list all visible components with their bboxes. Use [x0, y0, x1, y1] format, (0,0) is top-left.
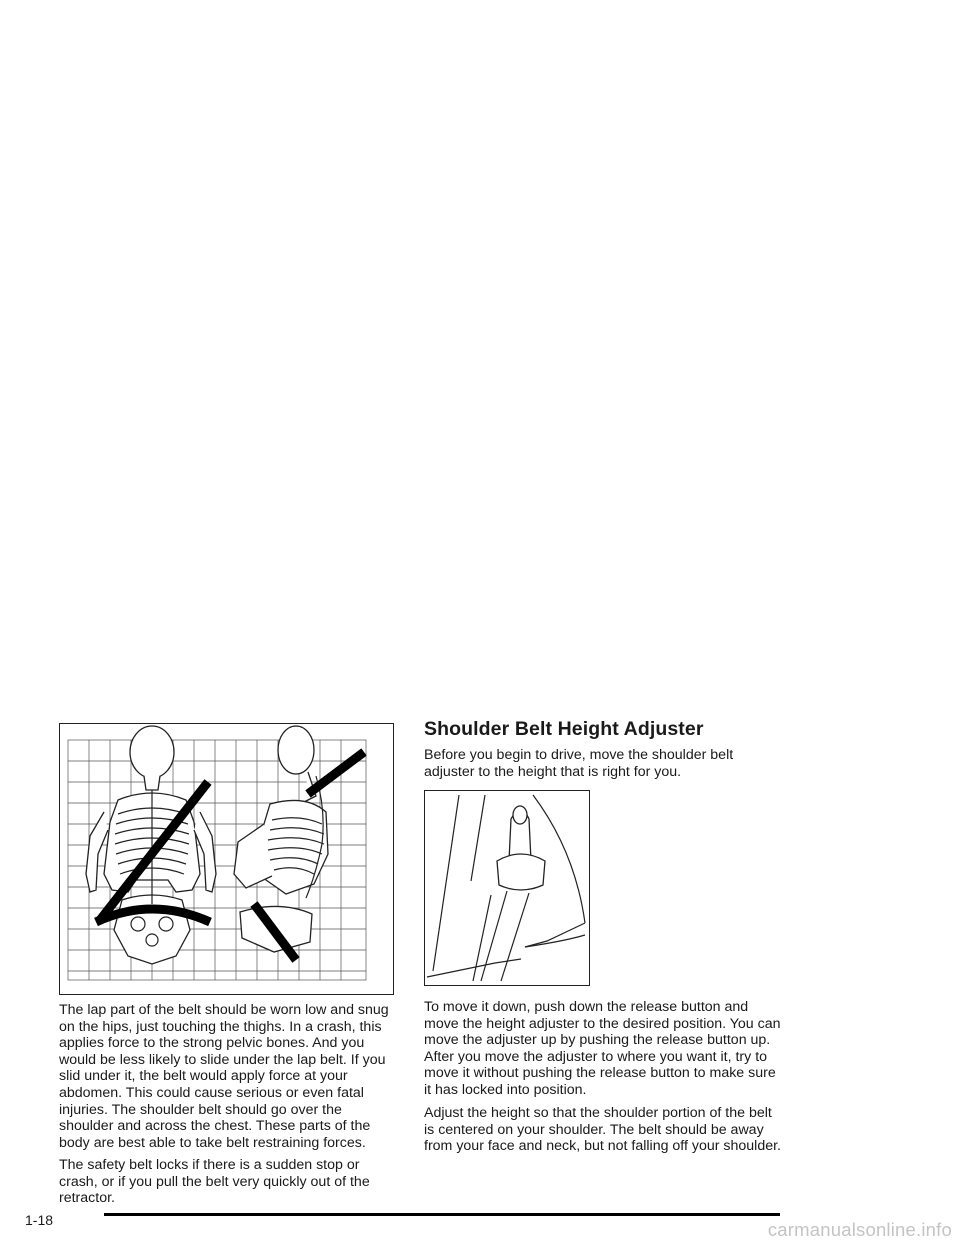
adjuster-intro-paragraph: Before you begin to drive, move the shoulder belt adjuster to the height that is right for you. — [424, 747, 734, 780]
belt-lock-paragraph: The safety belt locks if there is a sudden stop or crash, or if you pull the belt very quickly out of the retractor. — [59, 1157, 370, 1207]
shoulder-belt-adjuster-icon — [425, 791, 588, 984]
footer-rule — [104, 1213, 780, 1216]
page-number: 1-18 — [25, 1212, 54, 1228]
skeleton-belt-illustration — [59, 723, 394, 995]
adjuster-instructions-paragraph: To move it down, push down the release button and move the height adjuster to the desired position. You can move the adjuster up by pushing the release button up. After you move the adjuster to where you want it, try to move it without pushing the release button to make sure it has locked into position. — [424, 999, 781, 1098]
watermark: carmanualsonline.info — [767, 1219, 952, 1240]
section-heading: Shoulder Belt Height Adjuster — [424, 718, 704, 740]
shoulder-belt-adjuster-illustration — [424, 790, 590, 986]
lap-belt-paragraph: The lap part of the belt should be worn low and snug on the hips, just touching the thighs. In a crash, this applies force to the strong pelvic bones. And you would be less likely to slide under the lap belt. If you slid under it, the belt would apply force at your abdomen. This could cause serious or even fatal injuries. The shoulder belt should go over the shoulder and across the chest. These parts of the body are best able to take belt restraining forces. — [59, 1002, 389, 1151]
adjust-height-paragraph: Adjust the height so that the shoulder portion of the belt is centered on your shoulder. The belt should be away from your face and neck, but not falling off your shoulder. — [424, 1105, 782, 1155]
skeleton-belt-icon — [60, 724, 392, 993]
